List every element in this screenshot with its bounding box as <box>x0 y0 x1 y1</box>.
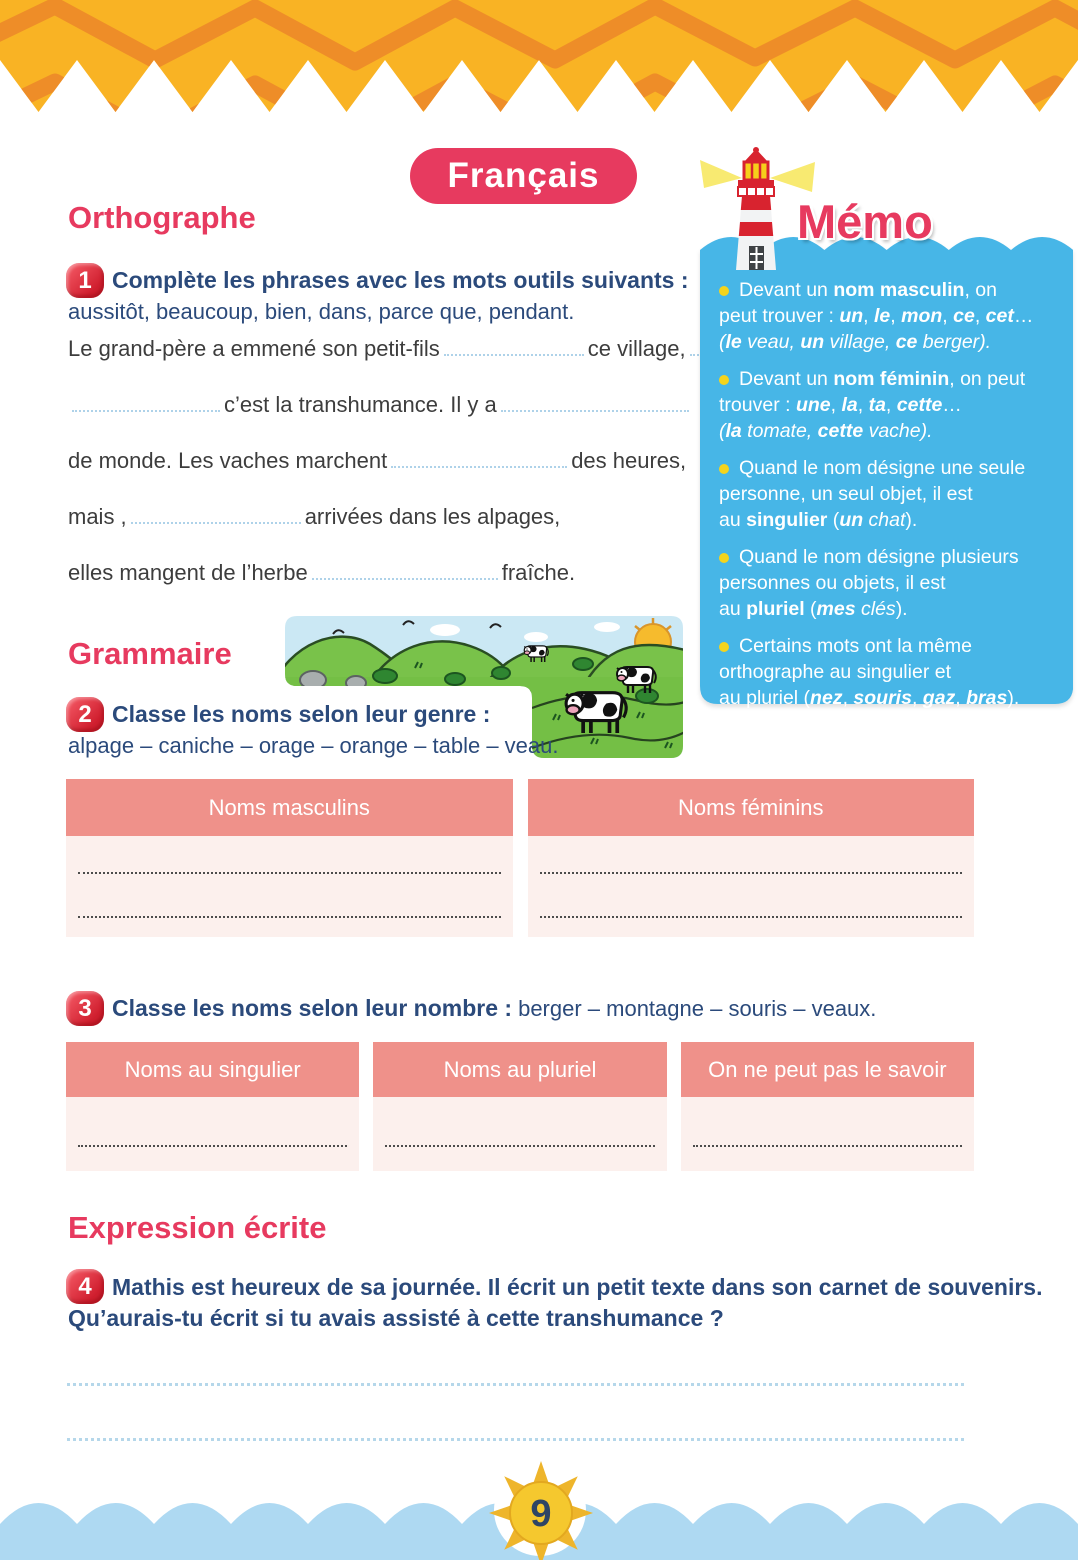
text-segment: , <box>890 305 902 327</box>
text-segment: de monde. Les vaches marchent <box>68 448 388 473</box>
text-segment: souris <box>853 687 912 709</box>
table-answer-cell[interactable] <box>681 1097 974 1171</box>
text-segment: singulier <box>746 509 828 531</box>
text-segment: la <box>841 394 858 416</box>
sentence-line <box>68 392 698 415</box>
text-segment: un <box>839 509 864 531</box>
text-segment: Quand le nom désigne une seule <box>739 457 1026 479</box>
table-column <box>528 779 975 937</box>
table-header-cell: Noms masculins <box>66 779 513 836</box>
bullet-dot-icon <box>719 553 729 563</box>
text-segment: un <box>839 305 864 327</box>
table-header-cell: Noms au singulier <box>66 1042 359 1097</box>
text-segment: ). <box>1007 687 1020 709</box>
text-segment: au <box>719 509 747 531</box>
text-segment: cette <box>896 394 943 416</box>
memo-bullet <box>719 544 1049 622</box>
text-segment: gaz <box>922 687 956 709</box>
text-segment: personnes ou objets, il est <box>719 572 946 594</box>
subject-title-badge <box>410 148 637 204</box>
text-segment: cet <box>985 305 1014 327</box>
table-column <box>66 1042 359 1171</box>
exercise-1-prompt: Complète les phrases avec les mots outils suivants : <box>112 267 689 293</box>
memo-bullet <box>719 633 1049 711</box>
subject-title: Français <box>447 156 600 195</box>
text-segment: ). <box>905 509 918 531</box>
text-segment: veau, <box>741 331 801 353</box>
bullet-dot-icon <box>719 375 729 385</box>
memo-bullet <box>719 366 1049 444</box>
text-segment: , <box>974 305 986 327</box>
text-segment: une <box>795 394 831 416</box>
exercise-4-prompt-line2: Qu’aurais-tu écrit si tu avais assisté à cette transhumance ? <box>68 1305 724 1331</box>
table-header-cell: Noms féminins <box>528 779 975 836</box>
text-segment: mais , <box>68 504 127 529</box>
heading-grammaire: Grammaire <box>68 636 232 671</box>
text-segment: ta <box>868 394 886 416</box>
text-segment: , <box>842 687 854 709</box>
text-segment: , <box>885 394 897 416</box>
text-segment: nom masculin <box>833 279 965 301</box>
text-segment: bras <box>966 687 1008 709</box>
table-answer-cell[interactable] <box>66 836 513 937</box>
text-segment: , <box>942 305 954 327</box>
exercise-4-prompt-line1: Mathis est heureux de sa journée. Il écrit un petit texte dans son carnet de souvenirs. <box>112 1274 1043 1300</box>
text-segment: mes <box>816 598 856 620</box>
table-column <box>373 1042 666 1171</box>
text-segment: nez <box>810 687 843 709</box>
table-column <box>681 1042 974 1171</box>
fill-blank[interactable] <box>501 393 689 412</box>
table-answer-cell[interactable] <box>373 1097 666 1171</box>
sentence-line <box>68 560 698 583</box>
bullet-dot-icon <box>719 642 729 652</box>
text-segment: la <box>725 420 742 442</box>
fill-blank[interactable] <box>131 505 301 524</box>
text-segment: ce <box>953 305 975 327</box>
sun-page-badge <box>487 1459 595 1560</box>
text-segment: Quand le nom désigne plusieurs <box>739 546 1019 568</box>
fill-blank[interactable] <box>391 449 567 468</box>
sentence-line <box>68 336 698 359</box>
table-header-cell: Noms au pluriel <box>373 1042 666 1097</box>
text-segment: chat <box>863 509 906 531</box>
text-segment: ( <box>719 331 726 353</box>
exercise-2-badge: 2 <box>66 697 104 732</box>
text-segment: ( <box>719 420 726 442</box>
text-segment: , on <box>964 279 997 301</box>
text-segment: tomate, <box>741 420 818 442</box>
text-segment: le <box>874 305 891 327</box>
table-answer-cell[interactable] <box>528 836 975 937</box>
text-segment: ). <box>920 420 933 442</box>
writing-line[interactable] <box>67 1383 964 1386</box>
dotted-answer-line[interactable] <box>78 916 501 918</box>
text-segment: un <box>800 331 825 353</box>
text-segment: ( <box>804 598 817 620</box>
text-segment: , <box>830 394 842 416</box>
text-segment: village, <box>824 331 896 353</box>
table-column <box>66 779 513 937</box>
text-segment: elles mangent de l’herbe <box>68 560 308 585</box>
dotted-answer-line[interactable] <box>78 1145 347 1147</box>
text-segment: fraîche. <box>501 560 576 585</box>
memo-content <box>719 277 1049 722</box>
text-segment: arrivées dans les alpages, <box>304 504 561 529</box>
zigzag-banner <box>0 0 1078 125</box>
table-nombre <box>66 1042 974 1171</box>
text-segment: ). <box>895 598 908 620</box>
dotted-answer-line[interactable] <box>540 916 963 918</box>
text-segment: Certains mots ont la même <box>739 635 973 657</box>
memo-bullet <box>719 277 1049 355</box>
heading-expression: Expression écrite <box>68 1210 327 1245</box>
exercise-4-prompt <box>68 1272 1043 1334</box>
text-segment: Devant un <box>739 279 834 301</box>
text-segment: nom féminin <box>833 368 950 390</box>
text-segment: ). <box>979 331 992 353</box>
bullet-dot-icon <box>719 464 729 474</box>
exercise-3-prompt-bold: Classe les noms selon leur nombre : <box>112 995 513 1021</box>
table-genre <box>66 779 974 937</box>
exercise-2-prompt: Classe les noms selon leur genre : <box>112 701 491 727</box>
text-segment: cette <box>817 420 864 442</box>
text-segment: ce <box>895 331 918 353</box>
fill-blank[interactable] <box>444 337 584 356</box>
text-segment: , <box>863 305 874 327</box>
table-header-cell: On ne peut pas le savoir <box>681 1042 974 1097</box>
page-number: 9 <box>530 1493 552 1535</box>
text-segment: des heures, <box>571 448 687 473</box>
memo-bullet <box>719 455 1049 533</box>
text-segment: vache <box>863 420 921 442</box>
text-segment: … <box>942 394 962 416</box>
exercise-1-badge: 1 <box>66 263 104 298</box>
dotted-answer-line[interactable] <box>78 872 501 874</box>
text-segment: clés <box>855 598 896 620</box>
exercise-2-word-list: alpage – caniche – orage – orange – table – veau. <box>68 733 559 758</box>
fill-blank[interactable] <box>312 561 498 580</box>
text-segment: au pluriel ( <box>719 687 811 709</box>
text-segment: trouver : <box>719 394 796 416</box>
heading-orthographe: Orthographe <box>68 200 256 235</box>
writing-line[interactable] <box>67 1438 964 1441</box>
exercise-4-badge: 4 <box>66 1269 104 1304</box>
exercise-3-word-list: berger – montagne – souris – veaux. <box>518 996 877 1021</box>
bullet-dot-icon <box>719 286 729 296</box>
text-segment: le <box>725 331 742 353</box>
text-segment: , on peut <box>949 368 1026 390</box>
text-segment: berger <box>917 331 980 353</box>
text-segment: au <box>719 598 747 620</box>
text-segment: personne, un seul objet, il est <box>719 483 973 505</box>
sentence-line <box>68 448 698 471</box>
text-segment: , <box>857 394 869 416</box>
text-segment: Devant un <box>739 368 834 390</box>
dotted-answer-line[interactable] <box>385 1145 654 1147</box>
text-segment: ce village, <box>587 336 686 361</box>
text-segment: … <box>1013 305 1034 327</box>
exercise-1-word-bank: aussitôt, beaucoup, bien, dans, parce que, pendant. <box>68 299 575 324</box>
dotted-answer-line[interactable] <box>693 1145 962 1147</box>
text-segment: , <box>955 687 967 709</box>
text-segment: c’est la transhumance. Il y a <box>224 392 497 417</box>
text-segment: peut trouver : <box>719 305 840 327</box>
text-segment: ( <box>827 509 840 531</box>
sentence-line <box>68 504 698 527</box>
dotted-answer-line[interactable] <box>540 872 963 874</box>
text-segment: Le grand-père a emmené son petit-fils <box>68 336 440 361</box>
text-segment: , <box>911 687 923 709</box>
table-answer-cell[interactable] <box>66 1097 359 1171</box>
text-segment: orthographe au singulier et <box>719 661 951 683</box>
exercise-1-sentences <box>68 336 698 616</box>
memo-title: Mémo <box>797 195 933 248</box>
exercise-3-prompt <box>112 995 876 1022</box>
text-segment: pluriel <box>746 598 805 620</box>
exercise-3-badge: 3 <box>66 991 104 1026</box>
text-segment: mon <box>901 305 943 327</box>
fill-blank[interactable] <box>72 393 220 412</box>
